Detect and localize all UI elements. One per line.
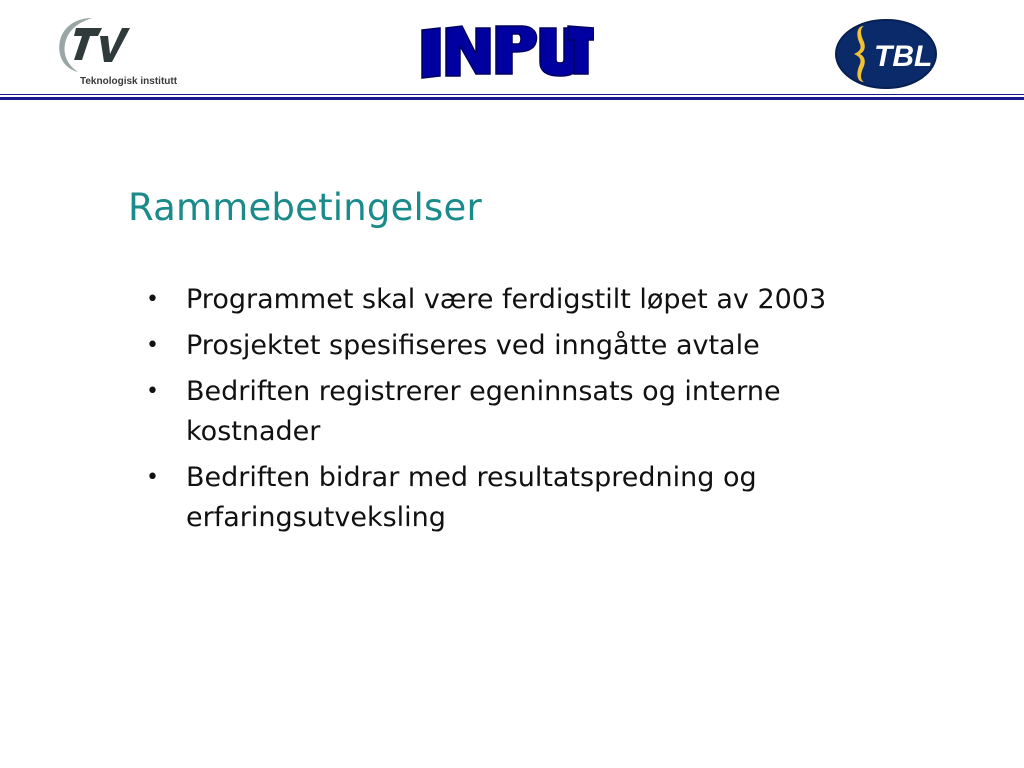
tbl-logo xyxy=(834,18,938,92)
svg-text:TBL: TBL xyxy=(874,40,933,73)
bullet-list xyxy=(142,280,902,544)
bullet-dot: • xyxy=(146,287,159,312)
bullet-item xyxy=(142,326,902,366)
ti-caption: Teknologisk institutt xyxy=(80,76,178,87)
teknologisk-institutt-logo xyxy=(52,14,182,94)
bullet-dot: • xyxy=(146,465,159,490)
bullet-text: Prosjektet spesifiseres ved inngåtte avtale xyxy=(186,330,760,361)
input-wordmark-icon xyxy=(418,20,594,82)
bullet-dot: • xyxy=(146,333,159,358)
bullet-item xyxy=(142,280,902,320)
header-rule-thick xyxy=(0,97,1024,100)
bullet-item xyxy=(142,372,902,452)
tbl-emblem-icon xyxy=(834,18,938,92)
header-rule-thin xyxy=(0,94,1024,95)
bullet-text: Bedriften bidrar med resultatspredning og erfaringsutveksling xyxy=(186,462,757,533)
slide-title: Rammebetingelser xyxy=(128,186,482,229)
bullet-text: Bedriften registrerer egeninnsats og interne kostnader xyxy=(186,376,781,447)
slide-header xyxy=(0,0,1024,100)
bullet-item xyxy=(142,458,902,538)
bullet-dot: • xyxy=(146,379,159,404)
input-logo xyxy=(418,20,594,82)
ti-emblem-icon xyxy=(52,14,132,74)
bullet-text: Programmet skal være ferdigstilt løpet av 2003 xyxy=(186,284,827,315)
